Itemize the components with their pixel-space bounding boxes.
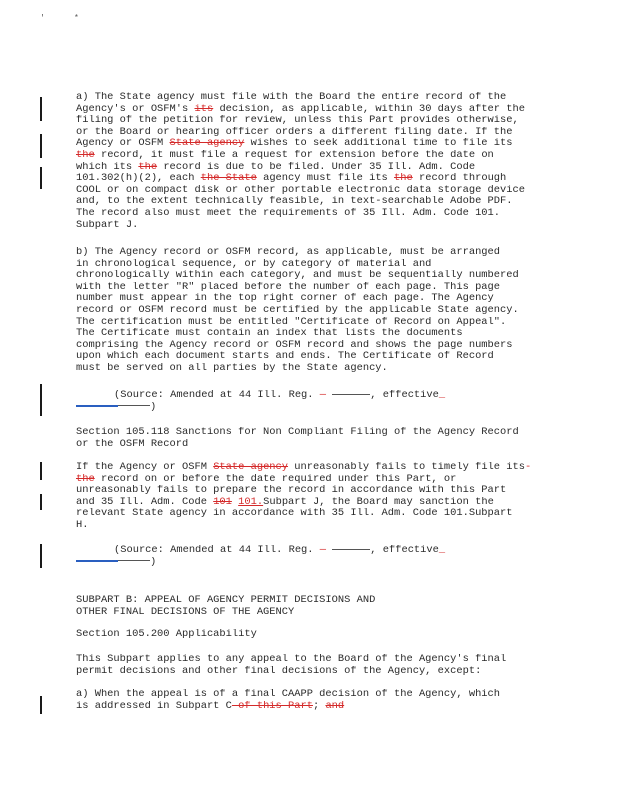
revision-bar xyxy=(40,97,42,121)
stray-mark-right: * xyxy=(74,14,79,23)
source-note: (Source: Amended at 44 Ill. Reg. — , effective_ ) xyxy=(76,545,542,568)
revision-bar xyxy=(40,134,42,158)
subpart-b-heading: SUBPART B: APPEAL OF AGENCY PERMIT DECISIONS AND OTHER FINAL DECISIONS OF THE AGENCY xyxy=(76,595,376,618)
paragraph-b: b) The Agency record or OSFM record, as applicable, must be arranged in chronological sequence, or by category of material and chronologically within each category, and must be sequentially numbered with the letter "R" placed before the number of each page. This page number must appear in the top right corner of each page. The Agency record or OSFM record must be certified by the applicable State agency. The certification must be entitled "Certificate of Record on Appeal". The Certificate must contain an index that lists the documents comprising the Agency record or OSFM record and shows the page numbers upon which each document starts and ends. The Certificate of Record must be served on all parties by the State agency. xyxy=(76,247,519,374)
paragraph-a: a) The State agency must file with the Board the entire record of the Agency's or OSFM's its decision, as applicable, within 30 days after the filing of the petition for review, unless this Part provides otherwise, or the Board or hearing officer orders a different filing date. If the Agency or OSFM State agency wishes to seek additional time to file its the record, it must file a request for extension before the date on which its the record is due to be filed. Under 35 Ill. Adm. Code 101.302(h)(2), each the State agency must file its the record through COOL or on compact disk or other portable electronic data storage device and, to the extent technically feasible, in text-searchable Adobe PDF. The record also must meet the requirements of 35 Ill. Adm. Code 101. Subpart J. xyxy=(76,92,525,231)
section-105-200-a: a) When the appeal is of a final CAAPP decision of the Agency, which is addressed in Subpart C of this Part; and xyxy=(76,689,501,712)
section-105-118-body: If the Agency or OSFM State agency unreasonably fails to timely file its- the record on or before the date required under this Part, or unreasonably fails to prepare the record in accordance with this Part and 35 Ill. Adm. Code 101 101.Subpart J, the Board may sanction the relevant State agency in accordance with 35 Ill. Adm. Code 101.Subpart H. xyxy=(76,462,532,531)
revision-bar xyxy=(40,696,42,714)
revision-bar xyxy=(40,384,42,416)
revision-bar xyxy=(40,494,42,510)
section-105-118-heading: Section 105.118 Sanctions for Non Compliant Filing of the Agency Record or the OSFM Record xyxy=(76,427,519,450)
section-105-200-heading: Section 105.200 Applicability xyxy=(76,629,257,640)
source-note: (Source: Amended at 44 Ill. Reg. — , effective_ ) xyxy=(76,390,542,413)
section-105-200-body: This Subpart applies to any appeal to the Board of the Agency's final permit decisions and other final decisions of the Agency, except: xyxy=(76,654,507,677)
stray-mark-left: ' xyxy=(40,14,45,23)
revision-bar xyxy=(40,462,42,480)
revision-bar xyxy=(40,167,42,189)
revision-bar xyxy=(40,544,42,568)
